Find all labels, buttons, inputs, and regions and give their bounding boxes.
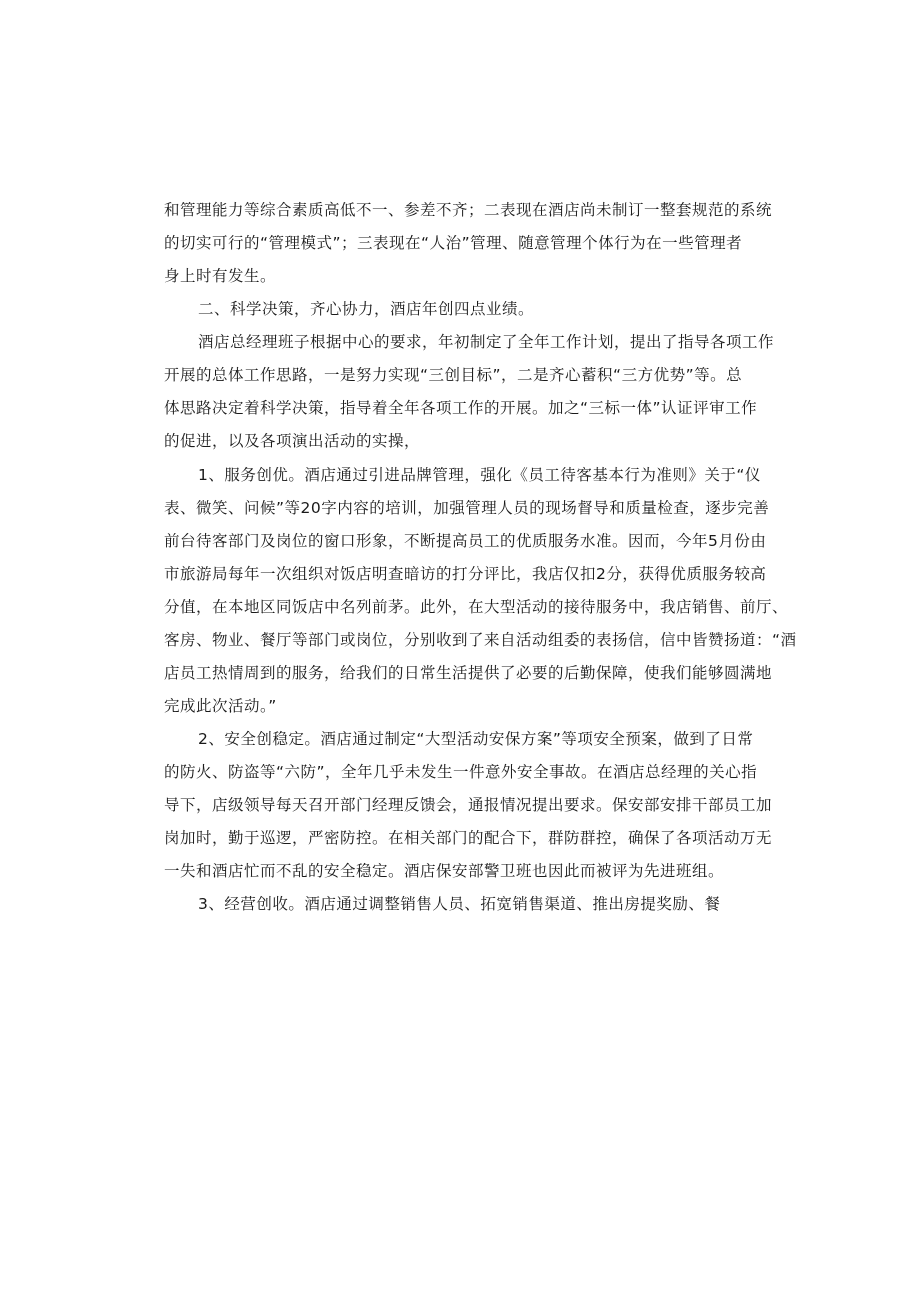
section-heading: 二、科学决策，齐心协力，酒店年创四点业绩。 [198,300,535,318]
paragraph-line: 客房、物业、餐厅等部门或岗位，分别收到了来自活动组委的表扬信，信中皆赞扬道：“酒 [164,631,797,649]
paragraph-line: 表、微笑、问候”等20字内容的培训，加强管理人员的现场督导和质量检查，逐步完善 [164,499,770,517]
paragraph-line: 的促进，以及各项演出活动的实操， [164,432,421,450]
paragraph-line: 分值，在本地区同饭店中名列前茅。此外，在大型活动的接待服务中，我店销售、前厅、 [164,598,789,616]
paragraph-line: 身上时有发生。 [164,267,277,285]
paragraph-line: 2、安全创稳定。酒店通过制定“大型活动安保方案”等项安全预案，做到了日常 [198,730,754,748]
paragraph-line: 的防火、防盗等“六防”，全年几乎未发生一件意外安全事故。在酒店总经理的关心指 [164,763,758,781]
paragraph-line: 岗加时，勤于巡逻，严密防控。在相关部门的配合下，群防群控，确保了各项活动万无 [164,829,773,847]
paragraph-line: 和管理能力等综合素质高低不一、参差不齐；二表现在酒店尚未制订一整套规范的系统 [164,201,773,219]
paragraph-line: 开展的总体工作思路，一是努力实现“三创目标”，二是齐心蓄积“三方优势”等。总 [164,366,743,384]
paragraph-line: 3、经营创收。酒店通过调整销售人员、拓宽销售渠道、推出房提奖励、餐 [198,895,721,913]
paragraph-line: 完成此次活动。” [164,697,277,715]
paragraph-line: 市旅游局每年一次组织对饭店明查暗访的打分评比，我店仅扣2分，获得优质服务较高 [164,565,767,583]
paragraph-line: 前台待客部门及岗位的窗口形象，不断提高员工的优质服务水准。因而，今年5月份由 [164,532,767,550]
paragraph-line: 一失和酒店忙而不乱的安全稳定。酒店保安部警卫班也因此而被评为先进班组。 [164,862,725,880]
paragraph-line: 体思路决定着科学决策，指导着全年各项工作的开展。加之“三标一体”认证评审工作 [164,399,758,417]
paragraph-line: 的切实可行的“管理模式”；三表现在“人治”管理、随意管理个体行为在一些管理者 [164,234,743,252]
paragraph-line: 店员工热情周到的服务，给我们的日常生活提供了必要的后勤保障，使我们能够圆满地 [164,664,773,682]
paragraph-line: 1、服务创优。酒店通过引进品牌管理，强化《员工待客基本行为准则》关于“仪 [198,466,761,484]
paragraph-line: 导下，店级领导每天召开部门经理反馈会，通报情况提出要求。保安部安排干部员工加 [164,796,773,814]
paragraph-line: 酒店总经理班子根据中心的要求，年初制定了全年工作计划，提出了指导各项工作 [198,333,775,351]
